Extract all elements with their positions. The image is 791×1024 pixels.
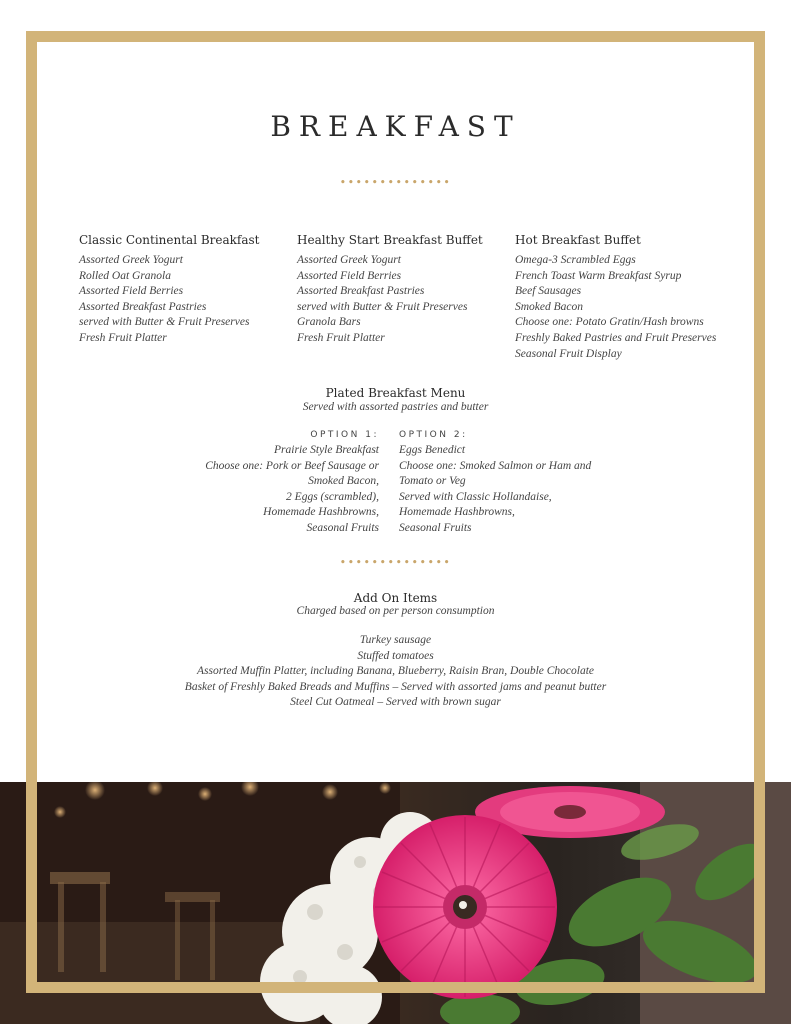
addon-item: Assorted Muffin Platter, including Banana, Blueberry, Raisin Bran, Double Chocolate xyxy=(196,665,595,678)
menu-item: served with Butter & Fruit Preserves xyxy=(79,316,250,329)
option-item: Choose one: Pork or Beef Sausage or xyxy=(205,459,379,472)
menu-item: French Toast Warm Breakfast Syrup xyxy=(515,269,682,282)
column-heading: Healthy Start Breakfast Buffet xyxy=(297,233,483,247)
plated-subheading: Served with assorted pastries and butter xyxy=(302,401,489,413)
column-heading: Classic Continental Breakfast xyxy=(79,233,260,247)
menu-item: Assorted Field Berries xyxy=(297,269,402,282)
menu-item: Assorted Greek Yogurt xyxy=(79,254,183,266)
plated-option-2 xyxy=(399,430,591,536)
menu-item: Assorted Greek Yogurt xyxy=(297,254,401,266)
addon-item: Basket of Freshly Baked Breads and Muffins – Served with assorted jams and peanut butter xyxy=(184,680,607,693)
menu-item: Rolled Oat Granola xyxy=(79,269,171,282)
addon-item: Turkey sausage xyxy=(359,634,432,646)
option-item: Homemade Hashbrowns, xyxy=(399,506,515,518)
option-item: Tomato or Veg xyxy=(399,475,466,487)
menu-column-hot-buffet xyxy=(515,233,725,362)
option-item: Prairie Style Breakfast xyxy=(274,444,379,456)
option-label: OPTION 1: xyxy=(310,430,379,440)
addon-item: Stuffed tomatoes xyxy=(357,649,434,662)
menu-item: Beef Sausages xyxy=(515,285,582,298)
menu-column-healthy-start xyxy=(297,233,507,347)
option-item: Eggs Benedict xyxy=(399,444,466,456)
divider-dots-middle: •••••••••••••• xyxy=(339,556,452,569)
column-heading: Hot Breakfast Buffet xyxy=(515,233,641,247)
menu-item: Choose one: Potato Gratin/Hash browns xyxy=(515,316,704,329)
addons-list xyxy=(0,633,791,711)
option-item: Homemade Hashbrowns, xyxy=(263,506,379,518)
addons-subheading: Charged based on per person consumption xyxy=(296,605,495,617)
menu-item: Fresh Fruit Platter xyxy=(79,331,167,344)
menu-item: Assorted Breakfast Pastries xyxy=(297,285,425,298)
page-title: BREAKFAST xyxy=(270,110,521,143)
option-item: Smoked Bacon, xyxy=(308,475,379,487)
plated-heading: Plated Breakfast Menu xyxy=(325,386,466,400)
menu-item: Assorted Breakfast Pastries xyxy=(79,300,207,313)
menu-item: Fresh Fruit Platter xyxy=(297,331,385,344)
menu-column-continental xyxy=(79,233,289,347)
option-item: Choose one: Smoked Salmon or Ham and xyxy=(399,459,592,472)
addon-item: Steel Cut Oatmeal – Served with brown sugar xyxy=(290,696,501,709)
option-label: OPTION 2: xyxy=(399,430,468,440)
option-item: Served with Classic Hollandaise, xyxy=(399,490,552,503)
menu-item: Seasonal Fruit Display xyxy=(515,347,622,360)
plated-option-1 xyxy=(205,430,379,536)
menu-item: Assorted Field Berries xyxy=(79,285,184,298)
option-item: 2 Eggs (scrambled), xyxy=(286,490,379,503)
menu-item: served with Butter & Fruit Preserves xyxy=(297,300,468,313)
menu-item: Omega-3 Scrambled Eggs xyxy=(515,254,636,266)
divider-dots-top: •••••••••••••• xyxy=(339,176,452,189)
option-item: Seasonal Fruits xyxy=(399,521,472,534)
menu-item: Freshly Baked Pastries and Fruit Preserves xyxy=(515,331,717,344)
addons-heading: Add On Items xyxy=(353,591,438,605)
menu-item: Granola Bars xyxy=(297,316,361,329)
menu-item: Smoked Bacon xyxy=(515,300,584,313)
option-item: Seasonal Fruits xyxy=(306,521,379,534)
